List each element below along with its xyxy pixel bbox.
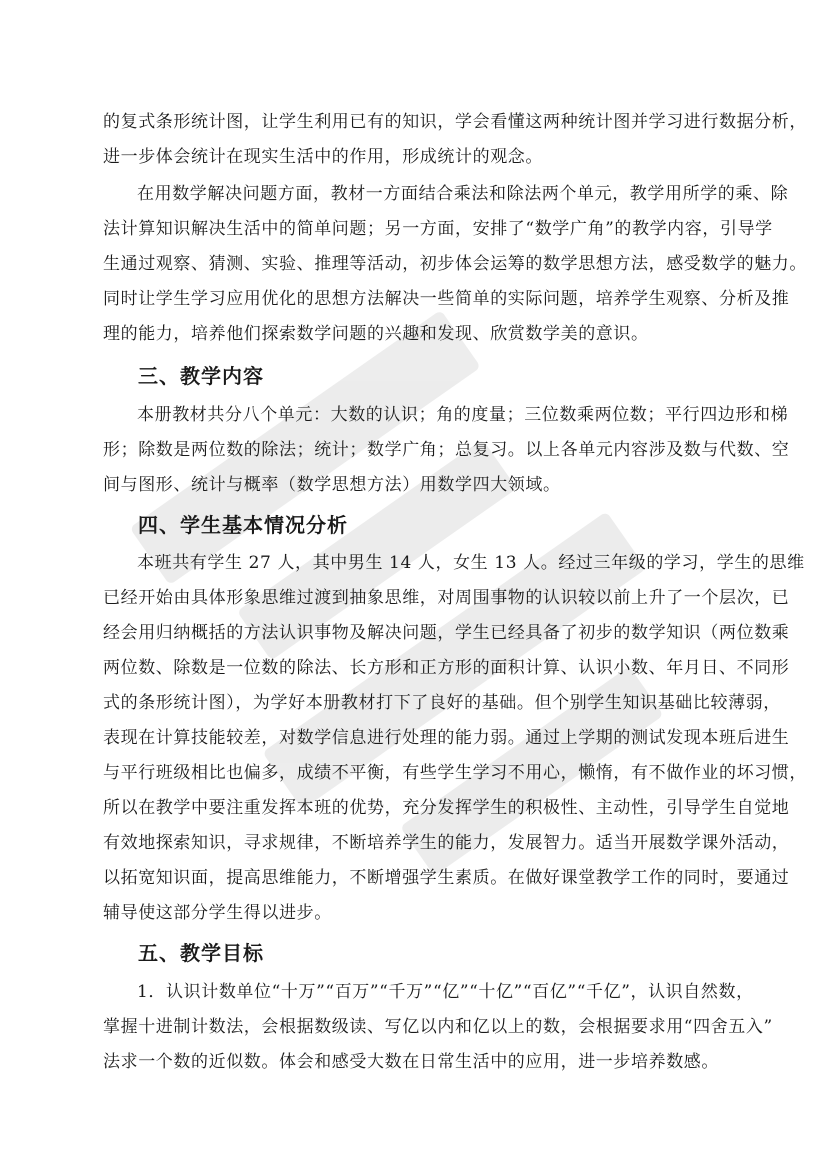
paragraph-line: 本班共有学生 27 人，其中男生 14 人，女生 13 人。经过三年级的学习，学生的思维 [137, 553, 805, 573]
paragraph-line: 在用数学解决问题方面，教材一方面结合乘法和除法两个单元，教学用所学的乘、除 [137, 184, 789, 204]
paragraph-line: 同时让学生学习应用优化的思想方法解决一些简单的实际问题，培养学生观察、分析及推 [103, 289, 790, 309]
paragraph-line: 有效地探索知识，寻求规律，不断培养学生的能力，发展智力。适当开展数学课外活动， [103, 833, 790, 853]
section-heading-teaching-content: 三、教学内容 [138, 364, 264, 388]
paragraph-line: 表现在计算技能较差，对数学信息进行处理的能力弱。通过上学期的测试发现本班后进生 [103, 728, 790, 748]
paragraph-line: 形；除数是两位数的除法；统计；数学广角；总复习。以上各单元内容涉及数与代数、空 [103, 440, 790, 460]
paragraph-line: 1．认识计数单位“十万”“百万”“千万”“亿”“十亿”“百亿”“千亿”，认识自然数， [137, 982, 754, 1002]
section-heading-student-analysis: 四、学生基本情况分析 [138, 513, 348, 537]
paragraph-line: 与平行班级相比也偏多，成绩不平衡，有些学生学习不用心，懒惰，有不做作业的坏习惯， [103, 763, 807, 783]
paragraph-line: 法计算知识解决生活中的简单问题；另一方面，安排了“数学广角”的教学内容，引导学 [103, 219, 773, 239]
intro-line: 的复式条形统计图，让学生利用已有的知识，学会看懂这两种统计图并学习进行数据分析， [103, 112, 807, 132]
paragraph-line: 两位数、除数是一位数的除法、长方形和正方形的面积计算、认识小数、年月日、不同形 [103, 658, 790, 678]
section-heading-teaching-goals: 五、教学目标 [138, 941, 264, 965]
paragraph-line: 法求一个数的近似数。体会和感受大数在日常生活中的应用，进一步培养数感。 [103, 1052, 719, 1072]
paragraph-line: 辅导使这部分学生得以进步。 [103, 903, 332, 923]
paragraph-line: 式的条形统计图），为学好本册教材打下了良好的基础。但个别学生知识基础比较薄弱， [103, 693, 781, 713]
paragraph-line: 已经开始由具体形象思维过渡到抽象思维，对周围事物的认识较以前上升了一个层次，已 [103, 588, 790, 608]
paragraph-line: 经会用归纳概括的方法认识事物及解决问题，学生已经具备了初步的数学知识（两位数乘 [103, 623, 790, 643]
paragraph-line: 间与图形、统计与概率（数学思想方法）用数学四大领域。 [103, 475, 561, 495]
paragraph-line: 本册教材共分八个单元：大数的认识；角的度量；三位数乘两位数；平行四边形和梯 [137, 405, 789, 425]
paragraph-line: 以拓宽知识面，提高思维能力，不断增强学生素质。在做好课堂教学工作的同时，要通过 [103, 868, 790, 888]
paragraph-line: 所以在教学中要注重发挥本班的优势，充分发挥学生的积极性、主动性，引导学生自觉地 [103, 798, 790, 818]
intro-line: 进一步体会统计在现实生活中的作用，形成统计的观念。 [103, 147, 543, 167]
paragraph-line: 生通过观察、猜测、实验、推理等活动，初步体会运筹的数学思想方法，感受数学的魅力。 [103, 254, 807, 274]
paragraph-line: 理的能力，培养他们探索数学问题的兴趣和发现、欣赏数学美的意识。 [103, 324, 649, 344]
paragraph-line: 掌握十进制计数法，会根据数级读、写亿以内和亿以上的数，会根据要求用“四舍五入” [103, 1017, 773, 1037]
